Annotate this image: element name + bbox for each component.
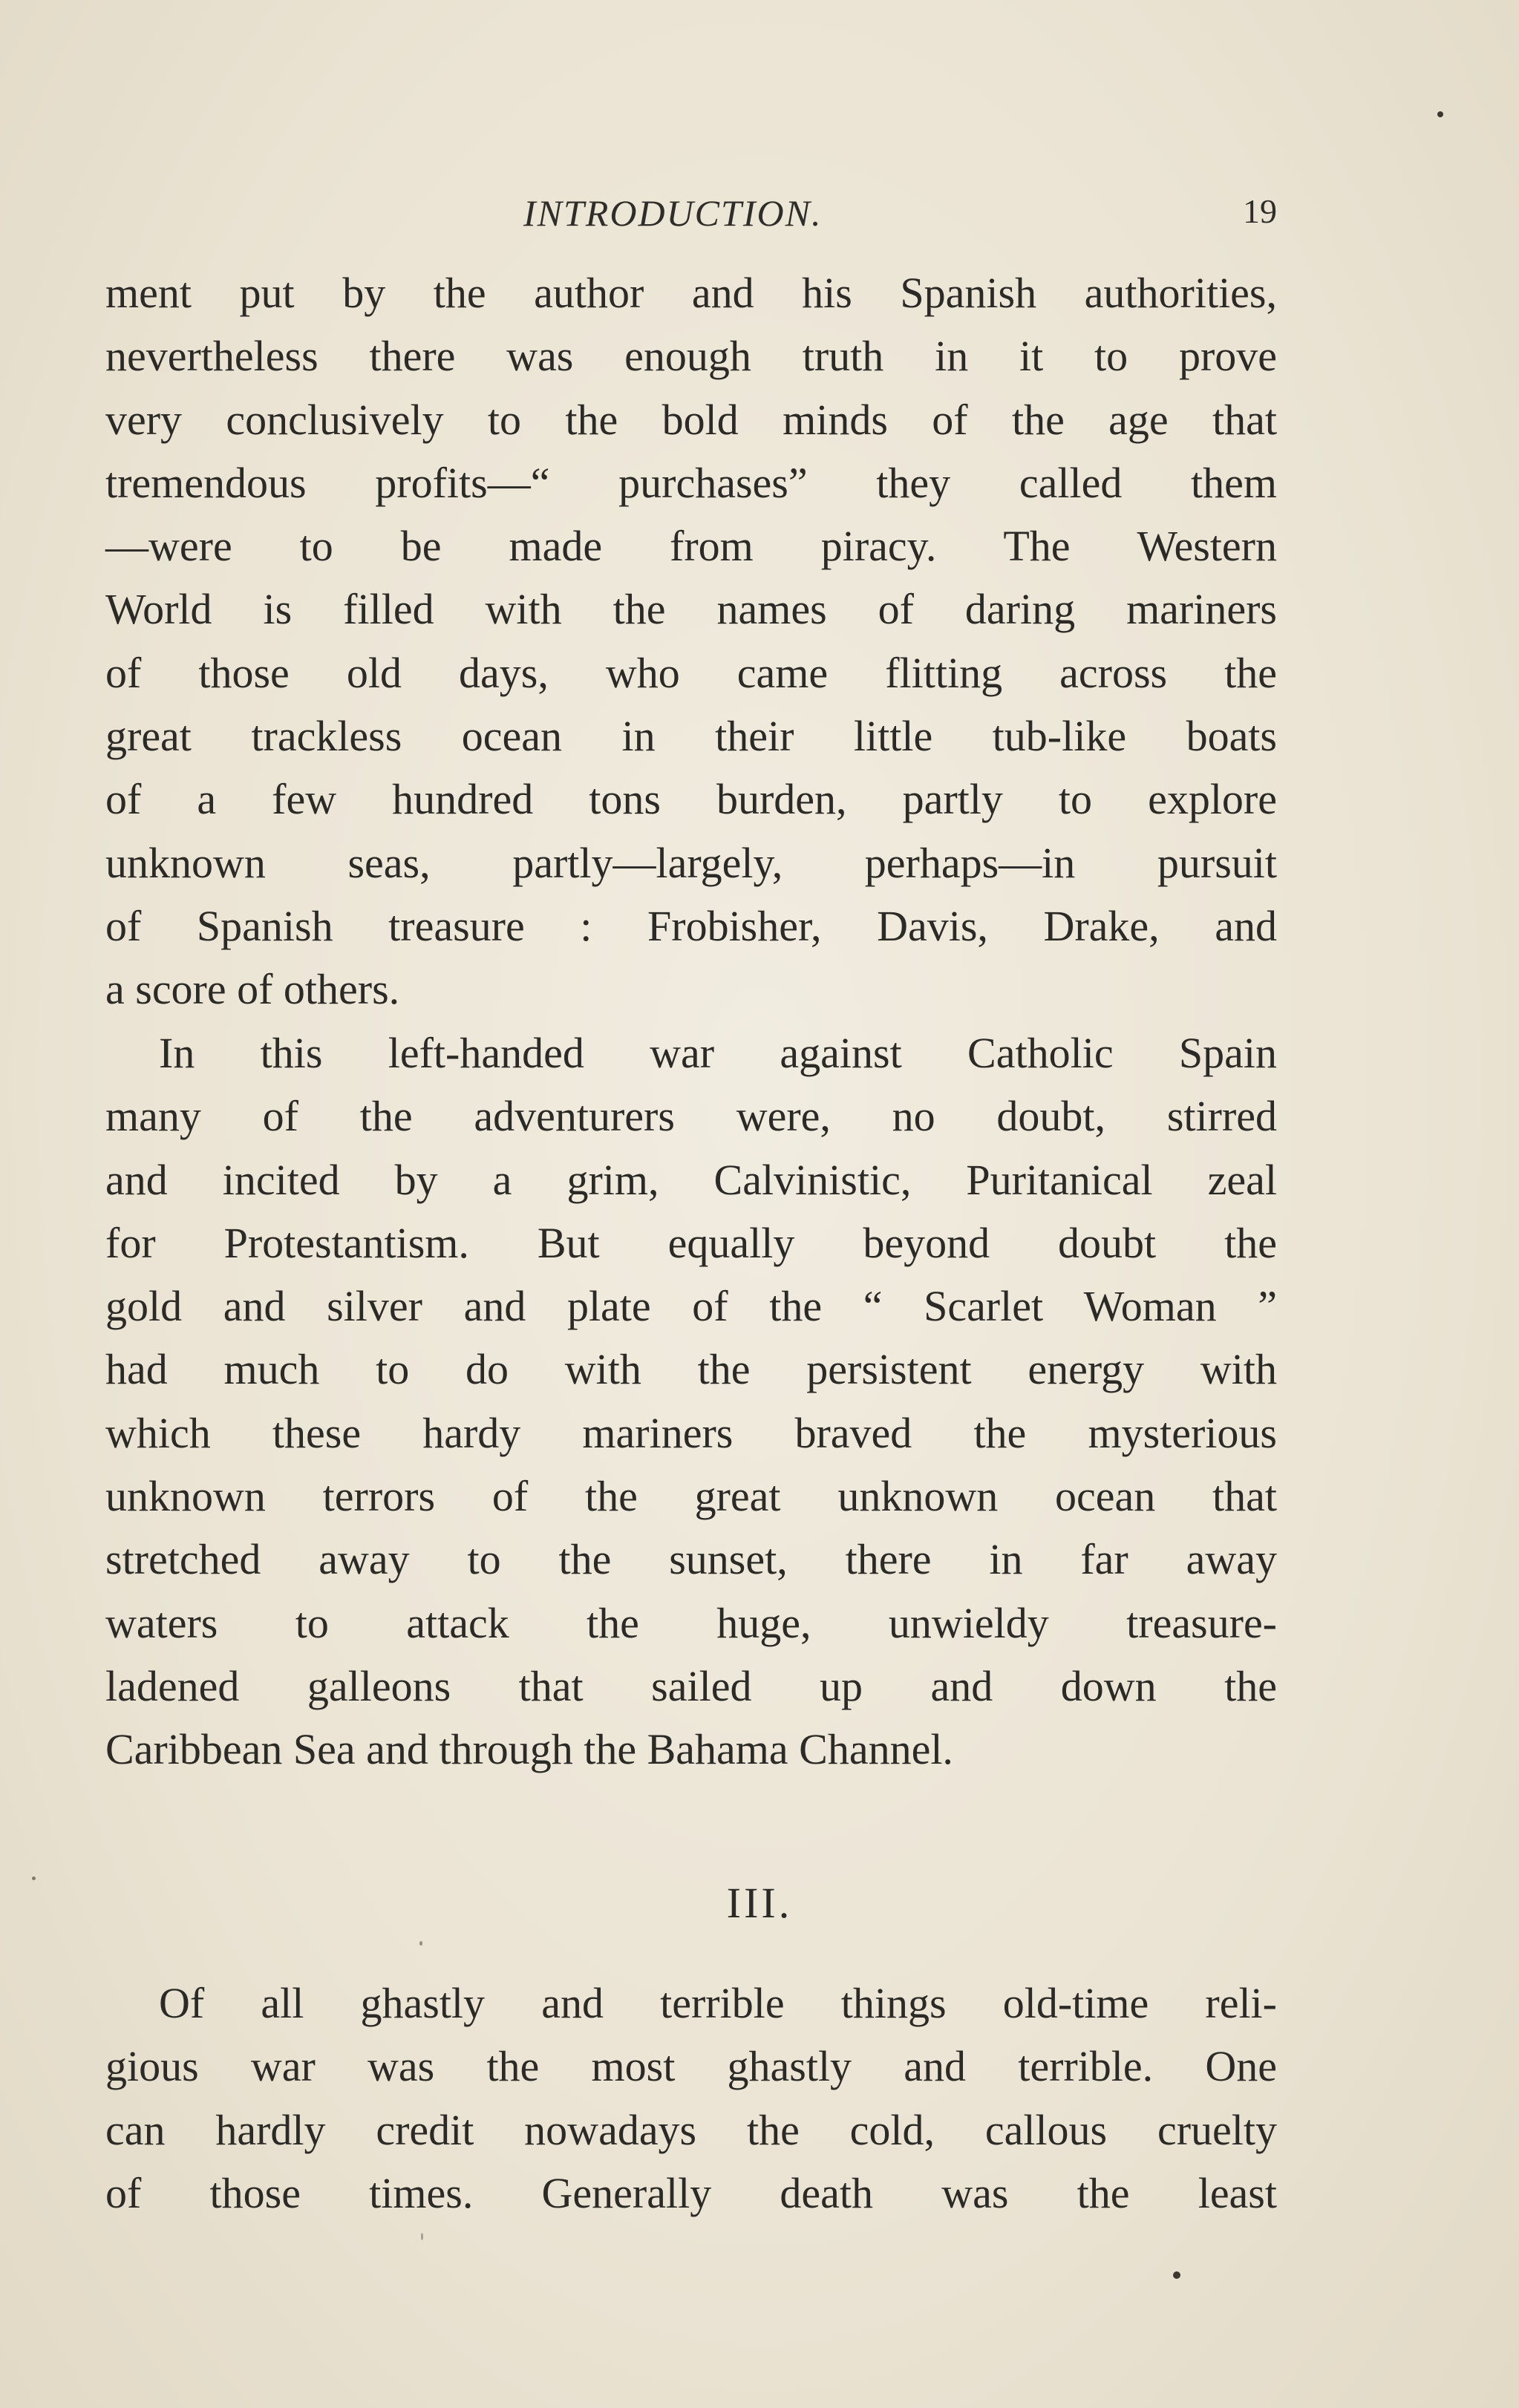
- text-line: for Protestantism. But equally beyond doubt the: [105, 1218, 1277, 1267]
- text-line: of those times. Generally death was the least: [105, 2168, 1277, 2217]
- paper-speck: [32, 1877, 36, 1880]
- text-line: unknown terrors of the great unknown ocean that: [105, 1472, 1277, 1521]
- paragraph-3: [105, 1972, 1277, 2225]
- text-line: had much to do with the persistent energy with: [105, 1345, 1277, 1394]
- text-line: ladened galleons that sailed up and down the: [105, 1661, 1277, 1710]
- page-number: 19: [1243, 192, 1277, 230]
- paper-speck: [1173, 2271, 1180, 2279]
- text-line: waters to attack the huge, unwieldy treasure-: [105, 1598, 1277, 1647]
- text-line: and incited by a grim, Calvinistic, Puritanical zeal: [105, 1155, 1277, 1204]
- section-heading: III.: [726, 1879, 793, 1927]
- text-line: of those old days, who came flitting across the: [105, 648, 1277, 697]
- text-line: Caribbean Sea and through the Bahama Channel.: [105, 1725, 953, 1774]
- text-line: —were to be made from piracy. The Western: [105, 522, 1277, 571]
- text-line: Of all ghastly and terrible things old-time reli-: [159, 1979, 1277, 2027]
- text-line: tremendous profits—“ purchases” they called them: [105, 458, 1277, 507]
- running-head: [111, 192, 1277, 243]
- text-line: very conclusively to the bold minds of the age that: [105, 395, 1277, 444]
- paper-speck: [421, 2233, 423, 2240]
- text-line: ment put by the author and his Spanish authorities,: [105, 269, 1277, 317]
- text-line: gold and silver and plate of the “ Scarlet Woman ”: [105, 1282, 1277, 1331]
- text-line: which these hardy mariners braved the mysterious: [105, 1408, 1277, 1457]
- running-title: INTRODUCTION.: [523, 192, 823, 234]
- text-line: many of the adventurers were, no doubt, stirred: [105, 1092, 1277, 1141]
- text-line: stretched away to the sunset, there in far away: [105, 1535, 1277, 1584]
- paragraph-2: [105, 1021, 1277, 1782]
- text-line: can hardly credit nowadays the cold, callous cruelty: [105, 2105, 1277, 2154]
- text-line: gious war was the most ghastly and terrible. One: [105, 2042, 1277, 2091]
- text-line: unknown seas, partly—largely, perhaps—in pursuit: [105, 838, 1277, 887]
- text-line: a score of others.: [105, 965, 400, 1014]
- paper-speck: [419, 1941, 422, 1946]
- text-line: World is filled with the names of daring mariners: [105, 585, 1277, 634]
- paragraph-1: [105, 261, 1277, 1021]
- text-line: In this left-handed war against Catholic Spain: [159, 1029, 1277, 1077]
- text-line: great trackless ocean in their little tub-like boats: [105, 712, 1277, 761]
- text-line: of a few hundred tons burden, partly to explore: [105, 775, 1277, 824]
- text-line: nevertheless there was enough truth in it to prove: [105, 332, 1277, 381]
- paper-speck: [1437, 111, 1443, 117]
- text-line: of Spanish treasure : Frobisher, Davis, Drake, and: [105, 901, 1277, 950]
